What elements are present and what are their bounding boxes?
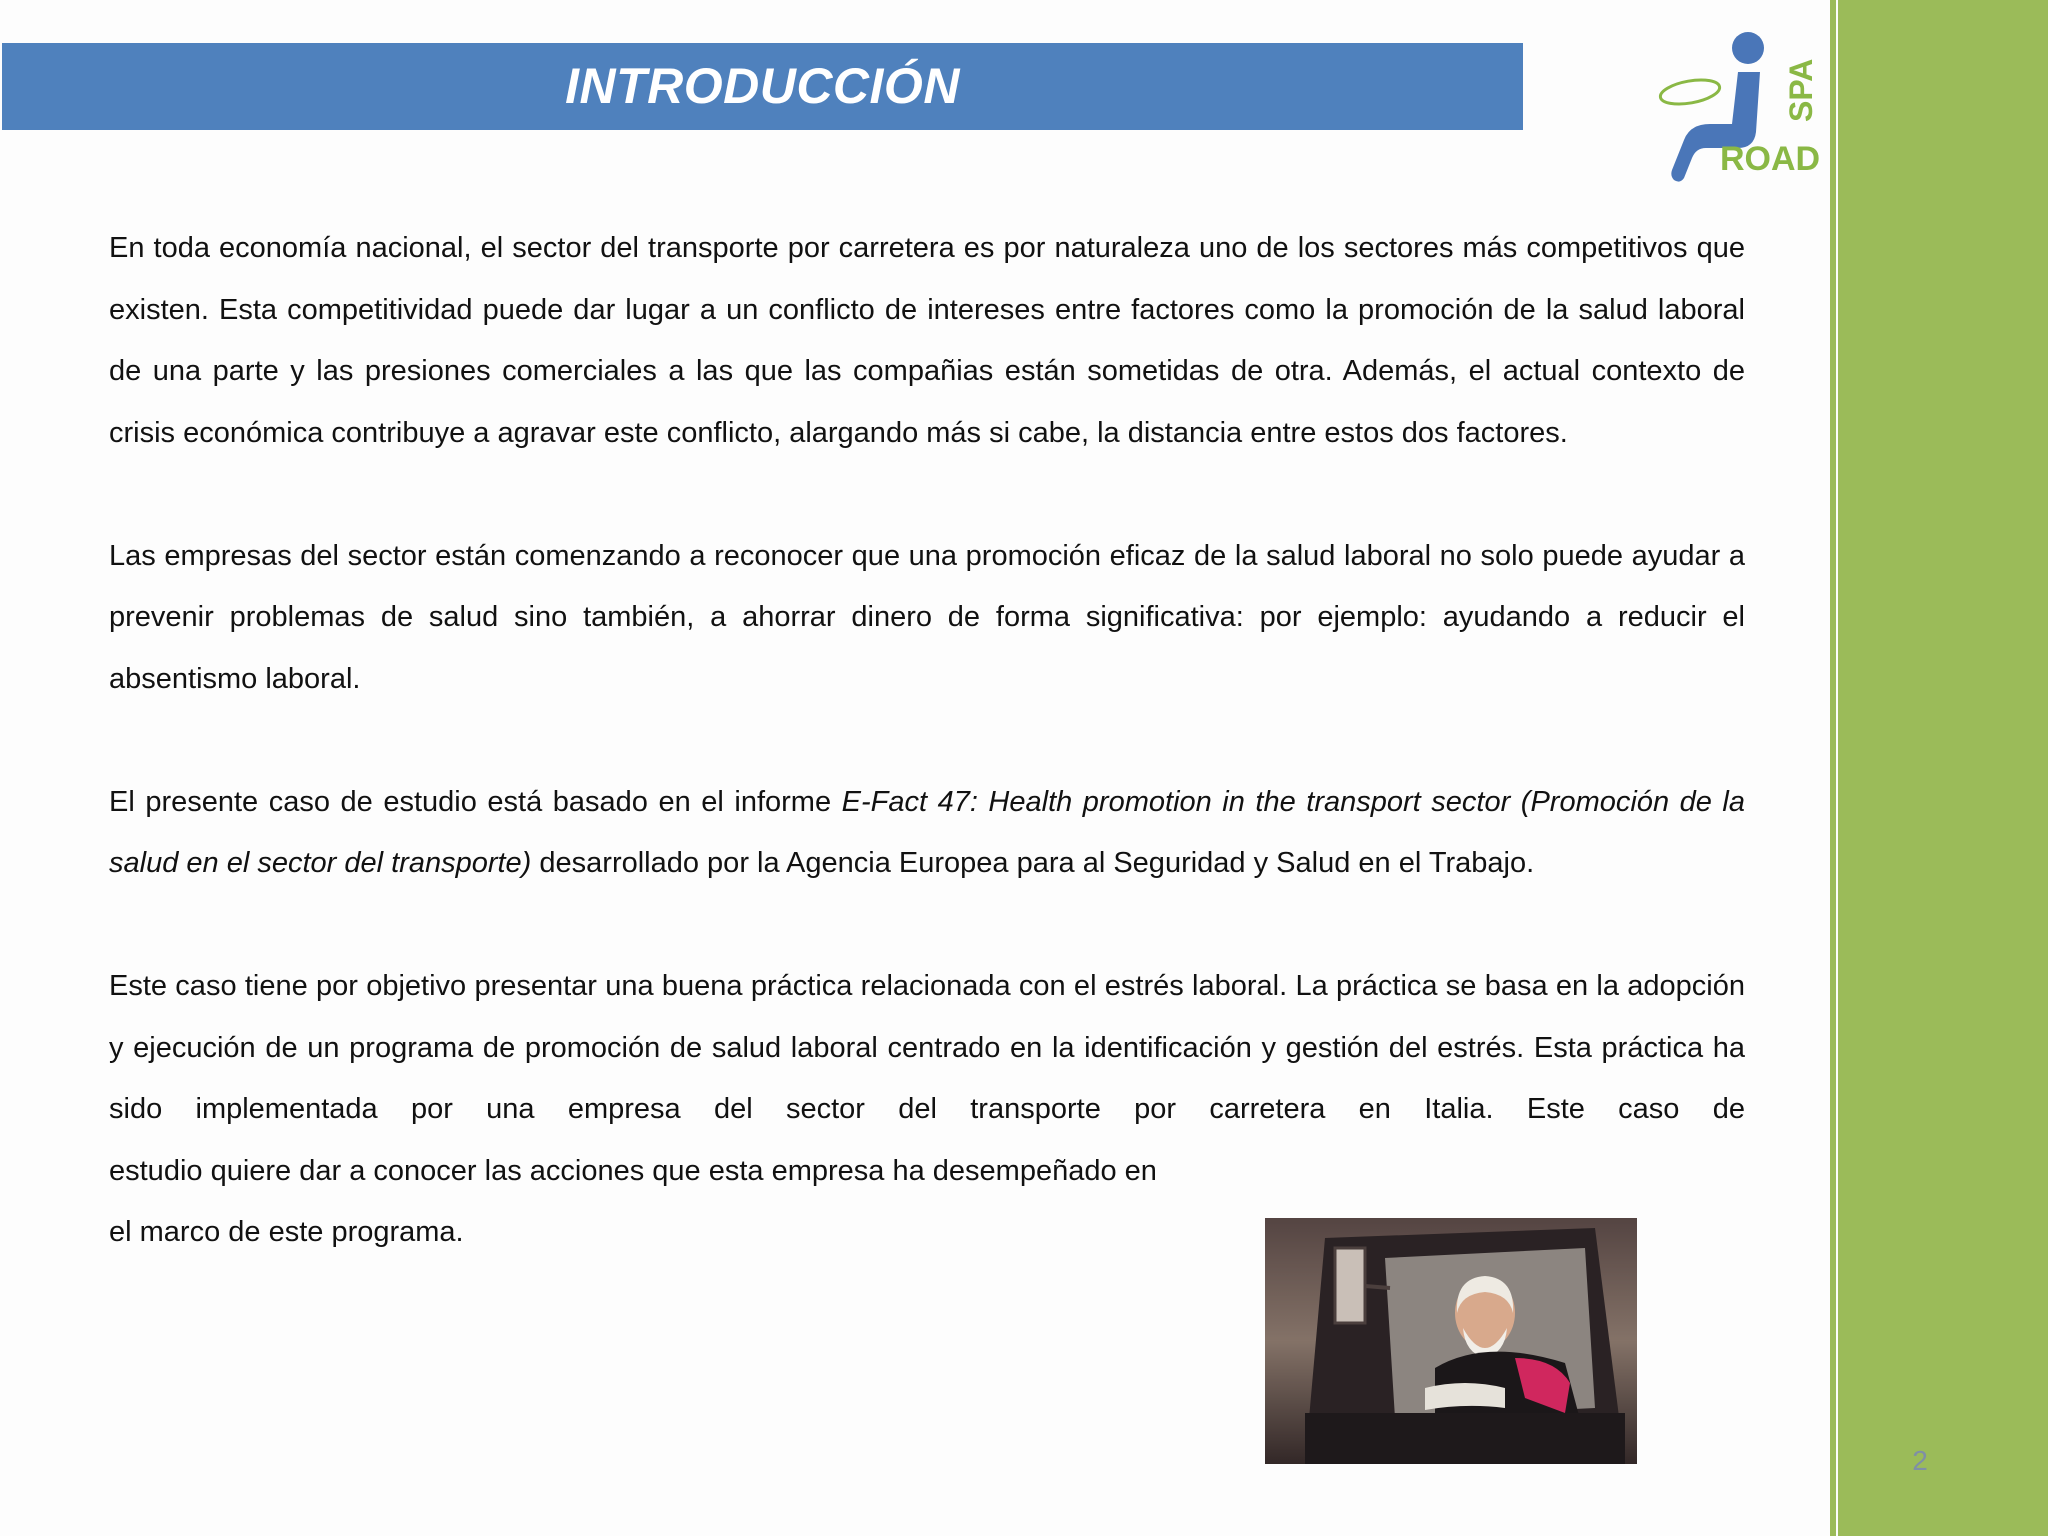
paragraph-3-end: desarrollado por la Agencia Europea para al Seguridad y Salud en el Trabajo. (531, 847, 1535, 879)
title-banner (2, 43, 1523, 130)
paragraph-4-main: Este caso tiene por objetivo presentar una buena práctica relacionada con el estrés laboral. La práctica se basa en la adopción y ejecución de un programa de promoción de salud laboral centrado en la identificación y gestión del estrés. Esta práctica ha sido implementada por una empresa del sector del transporte por carretera en Italia. Este caso de (109, 970, 1745, 1125)
truck-driver-photo (1265, 1218, 1637, 1464)
paragraph-4-line-a: estudio quiere dar a conocer las acciones que esta empresa ha desempeñado en (109, 1154, 1157, 1187)
roadspa-logo (1640, 20, 1820, 185)
report-title: E-Fact 47: Health promotion in the transport sector (Promoción de la salud en el sector del transporte) (109, 785, 1745, 879)
body-text (109, 218, 1745, 1264)
paragraph-2: Las empresas del sector están comenzando a reconocer que una promoción eficaz de la salud laboral no solo puede ayudar a prevenir problemas de salud sino también, a ahorrar dinero de forma significativa: por ejemplo: ayudando a reducir el absentismo laboral. (109, 539, 1745, 695)
logo-side-text: SPA (1783, 58, 1819, 122)
page-title: INTRODUCCIÓN (565, 58, 960, 114)
paragraph-1: En toda economía nacional, el sector del transporte por carretera es por naturaleza uno de los sectores más competitivos que existen. Esta competitividad puede dar lugar a un conflicto de intereses entre factores como la promoción de la salud laboral de una parte y las presiones comerciales a las que las compañias están sometidas de otra. Además, el actual contexto de crisis económica contribuye a agravar este conflicto, alargando más si cabe, la distancia entre estos dos factores. (109, 232, 1745, 449)
head-icon (1732, 32, 1764, 64)
sidebar-stripe (1830, 0, 1836, 1536)
paragraph-3-start: El presente caso de estudio está basado en el informe (109, 785, 842, 818)
green-sidebar (1838, 0, 2048, 1536)
paragraph-4-line-b: el marco de este programa. (109, 1216, 464, 1248)
paragraph-3 (109, 772, 1745, 895)
halo-icon (1659, 76, 1722, 108)
page-number: 2 (1912, 1445, 1928, 1476)
logo-main-text: ROAD (1720, 140, 1820, 178)
